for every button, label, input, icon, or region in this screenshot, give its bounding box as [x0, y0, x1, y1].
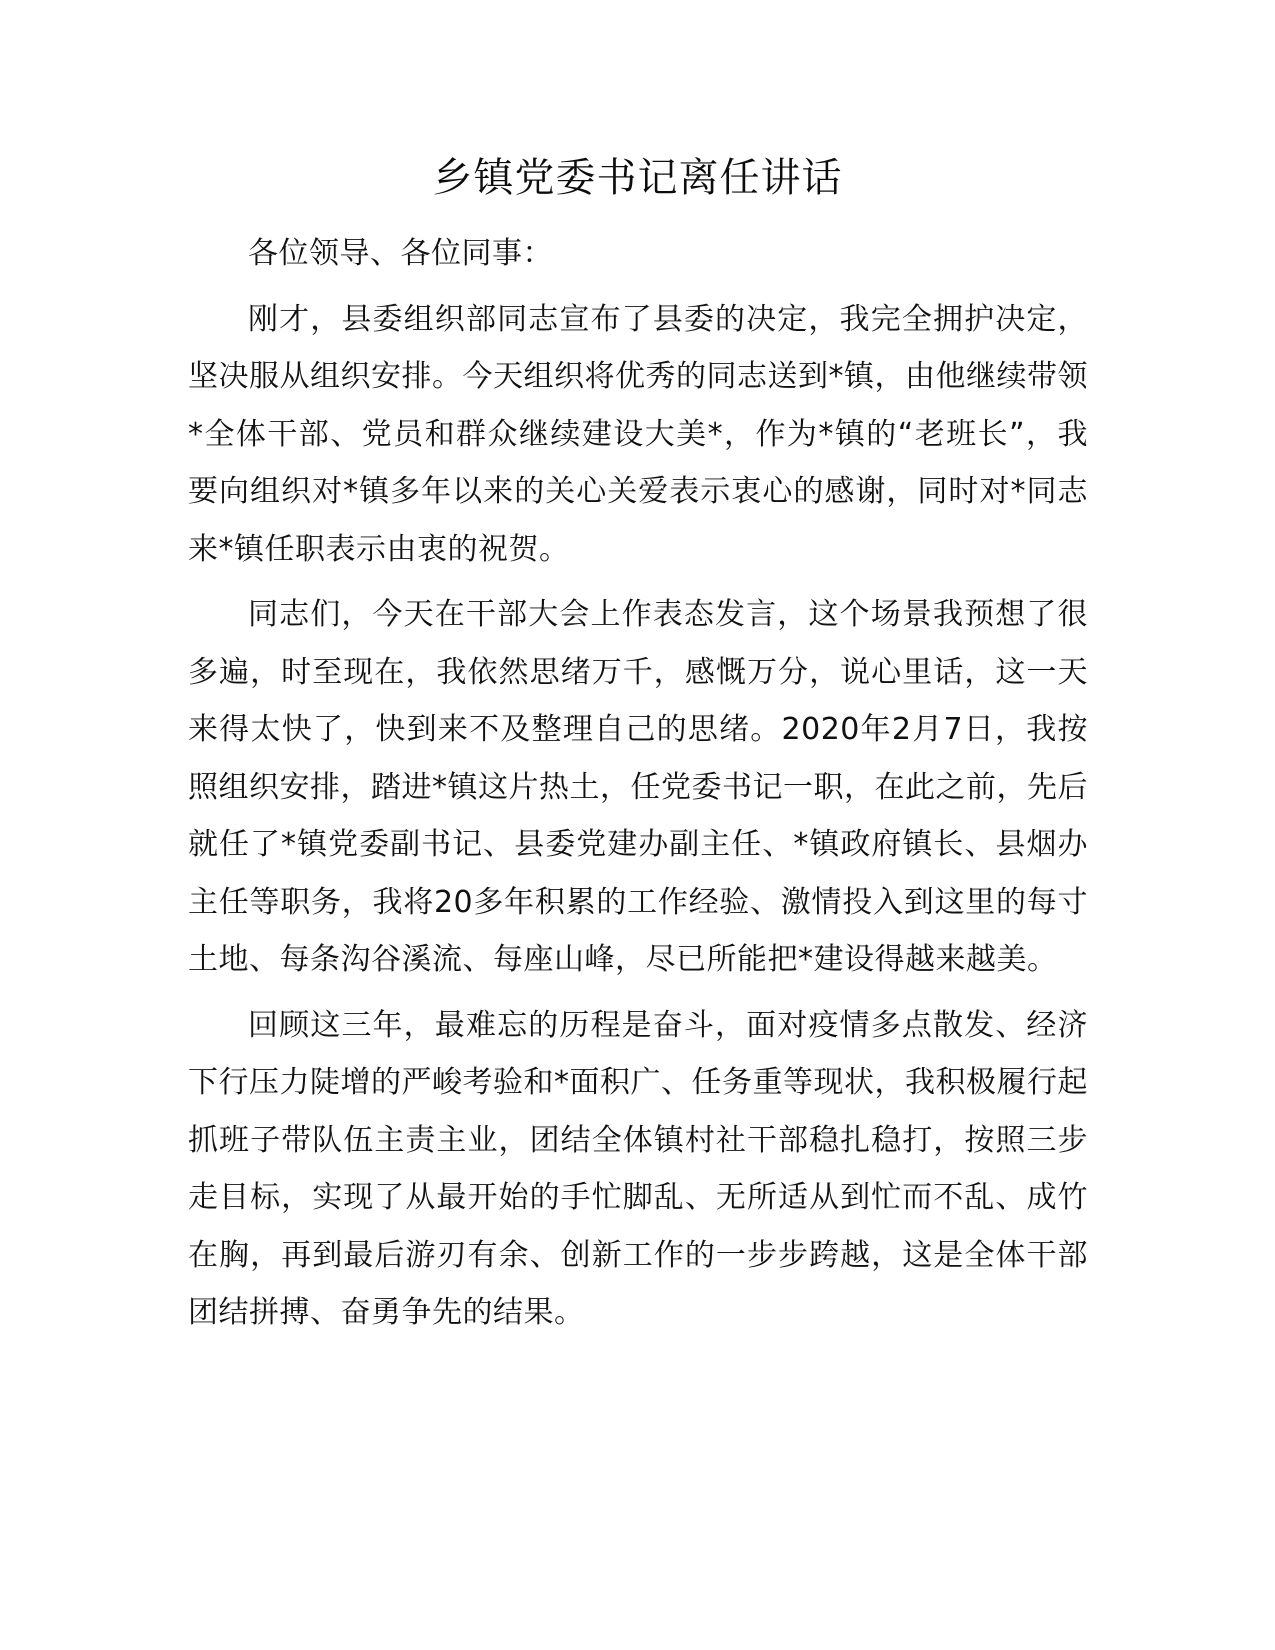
document-body [188, 225, 1088, 1350]
paragraph-3: 回顾这三年，最难忘的历程是奋斗，面对疫情多点散发、经济下行压力陡增的严峻考验和*面积广、任务重等现状，我积极履行起抓班子带队伍主责主业，团结全体镇村社干部稳扎稳打，按照三步走目标，实现了从最开始的手忙脚乱、无所适从到忙而不乱、成竹在胸，再到最后游刃有余、创新工作的一步步跨越，这是全体干部团结拼搏、奋勇争先的结果。 [188, 1007, 1088, 1330]
document-title: 乡镇党委书记离任讲话 [432, 155, 843, 201]
greeting-line: 各位领导、各位同事： [248, 236, 553, 271]
paragraph-2: 同志们，今天在干部大会上作表态发言，这个场景我预想了很多遍，时至现在，我依然思绪万千，感慨万分，说心里话，这一天来得太快了，快到来不及整理自己的思绪。2020年2月7日，我按照组织安排，踏进*镇这片热土，任党委书记一职，在此之前，先后就任了*镇党委副书记、县委党建办副主任、*镇政府镇长、县烟办主任等职务，我将20多年积累的工作经验、激情投入到这里的每寸土地、每条沟谷溪流、每座山峰，尽已所能把*建设得越来越美。 [188, 597, 1088, 977]
paragraph-1: 刚才，县委组织部同志宣布了县委的决定，我完全拥护决定，坚决服从组织安排。今天组织将优秀的同志送到*镇，由他继续带领*全体干部、党员和群众继续建设大美*，作为*镇的“老班长”，我要向组织对*镇多年以来的关心关爱表示衷心的感谢，同时对*同志来*镇任职表示由衷的祝贺。 [188, 301, 1088, 567]
